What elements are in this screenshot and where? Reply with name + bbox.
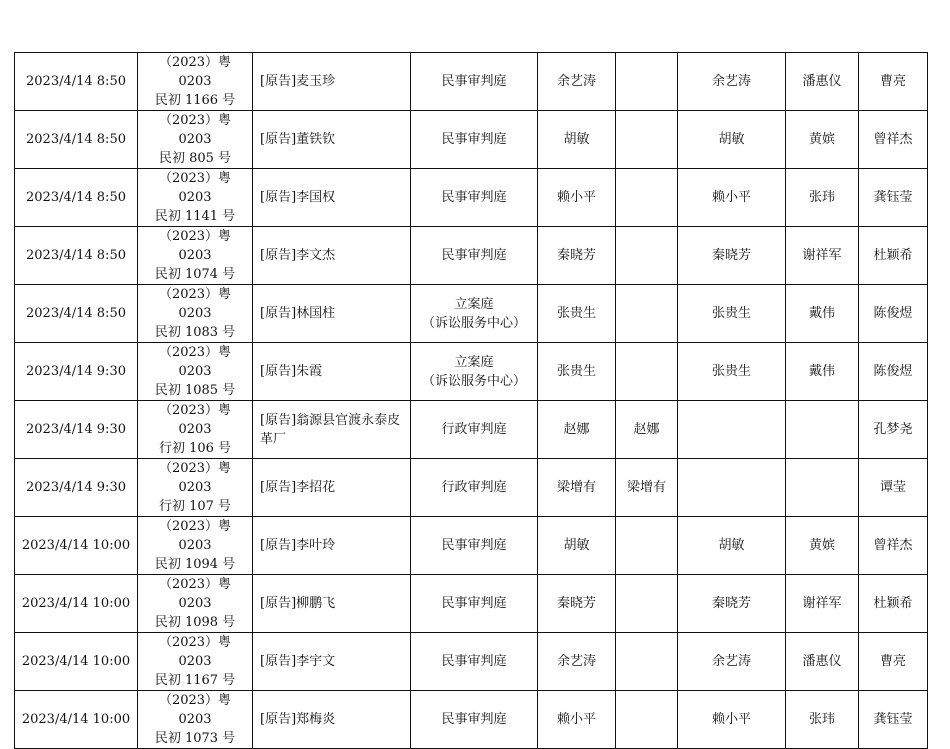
table-row (15, 227, 928, 285)
col9-text: 龚钰莹 (873, 190, 913, 205)
judge-column-8 (786, 285, 859, 343)
judge-column-7 (678, 285, 786, 343)
judge-text: 梁增有 (556, 480, 596, 495)
time-text: 2023/4/14 8:50 (26, 132, 126, 147)
judge-column-6 (616, 575, 678, 633)
case-line2-text: 民初 1094 号 (154, 557, 236, 572)
case-number (138, 517, 253, 575)
judge-column-7 (678, 53, 786, 111)
party (253, 111, 411, 169)
court-division (411, 343, 538, 401)
party-text: [原告]柳鹏飞 (260, 596, 336, 611)
col6-text: 赵娜 (633, 422, 660, 437)
case-line1-text: （2023）粤 0203 (158, 577, 232, 611)
party-text: [原告]董铁钦 (260, 132, 336, 147)
party-text: [原告]翁源县官渡永泰皮革厂 (260, 412, 401, 447)
col7-text: 秦晓芳 (711, 248, 751, 263)
hearing-time (15, 691, 138, 749)
col8-text: 潘惠仪 (802, 74, 842, 89)
hearing-time (15, 343, 138, 401)
party (253, 691, 411, 749)
court-division (411, 401, 538, 459)
time-text: 2023/4/14 9:30 (26, 364, 126, 379)
judge-text: 张贵生 (556, 306, 596, 321)
col9-text: 曾祥杰 (873, 132, 913, 147)
judge-column-8 (786, 575, 859, 633)
case-line2-text: 民初 1073 号 (154, 731, 236, 746)
court-line1-text: 立案庭 (454, 354, 494, 370)
party-text: [原告]李叶玲 (260, 538, 336, 553)
court-division (411, 459, 538, 517)
party-text: [原告]李文杰 (260, 248, 336, 263)
time-text: 2023/4/14 10:00 (21, 712, 131, 727)
judge-column-6 (616, 285, 678, 343)
col9-text: 曾祥杰 (873, 538, 913, 553)
case-number (138, 459, 253, 517)
judge-column-7 (678, 691, 786, 749)
case-line2-text: 民初 1085 号 (154, 383, 236, 398)
case-line1-text: （2023）粤 0203 (158, 403, 232, 437)
party (253, 401, 411, 459)
time-text: 2023/4/14 10:00 (21, 538, 131, 553)
court-line1-text: 行政审判庭 (441, 422, 507, 437)
judge-column-8 (786, 111, 859, 169)
case-line1-text: （2023）粤 0203 (158, 113, 232, 147)
hearing-time (15, 227, 138, 285)
court-line1-text: 民事审判庭 (441, 190, 507, 205)
col8-text: 张玮 (808, 190, 835, 205)
col6-text: 梁增有 (626, 480, 666, 495)
court-line1-text: 民事审判庭 (441, 132, 507, 147)
clerk (859, 53, 928, 111)
court-line1-text: 立案庭 (454, 296, 494, 312)
col8-text: 张玮 (808, 712, 835, 727)
court-line1-text: 民事审判庭 (441, 654, 507, 669)
time-text: 2023/4/14 10:00 (21, 596, 131, 611)
case-line1-text: （2023）粤 0203 (158, 461, 232, 495)
judge-text: 赖小平 (556, 190, 596, 205)
case-line1-text: （2023）粤 0203 (158, 635, 232, 669)
court-line1-text: 民事审判庭 (441, 596, 507, 611)
presiding-judge (538, 169, 616, 227)
judge-column-8 (786, 169, 859, 227)
court-division (411, 227, 538, 285)
clerk (859, 343, 928, 401)
party (253, 575, 411, 633)
case-line1-text: （2023）粤 0203 (158, 345, 232, 379)
judge-text: 余艺涛 (556, 74, 596, 89)
judge-column-7 (678, 575, 786, 633)
court-line1-text: 民事审判庭 (441, 74, 507, 89)
time-text: 2023/4/14 9:30 (26, 480, 126, 495)
court-division (411, 111, 538, 169)
judge-column-6 (616, 343, 678, 401)
col7-text: 胡敏 (718, 538, 745, 553)
party (253, 633, 411, 691)
col7-text: 张贵生 (711, 364, 751, 379)
col8-text: 戴伟 (808, 364, 835, 379)
party (253, 517, 411, 575)
table-row (15, 401, 928, 459)
col7-text: 秦晓芳 (711, 596, 751, 611)
party (253, 169, 411, 227)
case-number (138, 401, 253, 459)
court-division (411, 53, 538, 111)
judge-column-6 (616, 227, 678, 285)
hearing-time (15, 401, 138, 459)
col7-text: 余艺涛 (711, 74, 751, 89)
col8-text: 潘惠仪 (802, 654, 842, 669)
presiding-judge (538, 575, 616, 633)
case-number (138, 169, 253, 227)
clerk (859, 169, 928, 227)
col7-text: 赖小平 (711, 712, 751, 727)
time-text: 2023/4/14 8:50 (26, 74, 126, 89)
table-row (15, 285, 928, 343)
court-line2-text: （诉讼服务中心） (421, 373, 526, 389)
case-line2-text: 民初 1083 号 (154, 325, 236, 340)
presiding-judge (538, 459, 616, 517)
judge-text: 秦晓芳 (556, 596, 596, 611)
case-number (138, 343, 253, 401)
court-line1-text: 民事审判庭 (441, 538, 507, 553)
judge-text: 赵娜 (563, 422, 590, 437)
judge-column-8 (786, 459, 859, 517)
table-row (15, 111, 928, 169)
court-line1-text: 行政审判庭 (441, 480, 507, 495)
col7-text: 赖小平 (711, 190, 751, 205)
col7-text: 胡敏 (718, 132, 745, 147)
case-line2-text: 民初 805 号 (158, 151, 232, 166)
col8-text: 黄嫔 (808, 132, 835, 147)
case-number (138, 575, 253, 633)
col9-text: 曹亮 (879, 74, 906, 89)
party-text: [原告]麦玉珍 (260, 74, 336, 89)
judge-column-7 (678, 401, 786, 459)
court-division (411, 691, 538, 749)
judge-column-6 (616, 111, 678, 169)
col9-text: 曹亮 (879, 654, 906, 669)
col9-text: 陈俊煜 (873, 364, 913, 379)
hearing-time (15, 517, 138, 575)
table-row (15, 575, 928, 633)
court-division (411, 517, 538, 575)
party (253, 227, 411, 285)
judge-text: 胡敏 (563, 538, 590, 553)
case-number (138, 691, 253, 749)
clerk (859, 111, 928, 169)
table-body (15, 53, 928, 749)
presiding-judge (538, 633, 616, 691)
judge-column-8 (786, 343, 859, 401)
case-line1-text: （2023）粤 0203 (158, 693, 232, 727)
col9-text: 杜颖希 (873, 248, 913, 263)
clerk (859, 285, 928, 343)
case-line1-text: （2023）粤 0203 (158, 519, 232, 553)
judge-text: 胡敏 (563, 132, 590, 147)
case-line2-text: 民初 1167 号 (154, 673, 236, 688)
court-division (411, 633, 538, 691)
hearing-time (15, 575, 138, 633)
col8-text: 戴伟 (808, 306, 835, 321)
judge-column-7 (678, 227, 786, 285)
judge-column-6 (616, 459, 678, 517)
case-line2-text: 民初 1074 号 (154, 267, 236, 282)
judge-column-8 (786, 227, 859, 285)
judge-column-7 (678, 111, 786, 169)
judge-column-6 (616, 691, 678, 749)
party (253, 285, 411, 343)
case-number (138, 285, 253, 343)
col9-text: 谭莹 (879, 480, 906, 495)
party-text: [原告]林国柱 (260, 306, 336, 321)
case-line2-text: 行初 106 号 (158, 441, 232, 456)
party-text: [原告]李国权 (260, 190, 336, 205)
case-line2-text: 行初 107 号 (158, 499, 232, 514)
time-text: 2023/4/14 8:50 (26, 306, 126, 321)
court-line2-text: （诉讼服务中心） (421, 315, 526, 331)
case-number (138, 111, 253, 169)
time-text: 2023/4/14 9:30 (26, 422, 126, 437)
judge-column-7 (678, 169, 786, 227)
clerk (859, 227, 928, 285)
judge-column-6 (616, 53, 678, 111)
judge-column-6 (616, 169, 678, 227)
court-division (411, 285, 538, 343)
table-row (15, 53, 928, 111)
judge-text: 赖小平 (556, 712, 596, 727)
presiding-judge (538, 53, 616, 111)
judge-column-6 (616, 633, 678, 691)
case-line1-text: （2023）粤 0203 (158, 229, 232, 263)
party (253, 459, 411, 517)
judge-text: 余艺涛 (556, 654, 596, 669)
hearing-time (15, 111, 138, 169)
party-text: [原告]李宇文 (260, 654, 336, 669)
time-text: 2023/4/14 8:50 (26, 190, 126, 205)
time-text: 2023/4/14 10:00 (21, 654, 131, 669)
col9-text: 杜颖希 (873, 596, 913, 611)
col8-text: 谢祥军 (802, 596, 842, 611)
time-text: 2023/4/14 8:50 (26, 248, 126, 263)
presiding-judge (538, 227, 616, 285)
judge-column-8 (786, 691, 859, 749)
party (253, 343, 411, 401)
hearing-time (15, 169, 138, 227)
court-line1-text: 民事审判庭 (441, 248, 507, 263)
case-line2-text: 民初 1166 号 (154, 93, 236, 108)
court-line1-text: 民事审判庭 (441, 712, 507, 727)
judge-column-8 (786, 401, 859, 459)
hearing-time (15, 633, 138, 691)
col9-text: 陈俊煜 (873, 306, 913, 321)
col9-text: 龚钰莹 (873, 712, 913, 727)
col7-text: 张贵生 (711, 306, 751, 321)
judge-column-6 (616, 517, 678, 575)
court-division (411, 169, 538, 227)
presiding-judge (538, 401, 616, 459)
judge-column-8 (786, 633, 859, 691)
party (253, 53, 411, 111)
case-number (138, 227, 253, 285)
party-text: [原告]朱霞 (260, 364, 323, 379)
clerk (859, 459, 928, 517)
col9-text: 孔梦尧 (873, 422, 913, 437)
party-text: [原告]李招花 (260, 480, 336, 495)
judge-column-8 (786, 53, 859, 111)
table-row (15, 691, 928, 749)
judge-column-7 (678, 343, 786, 401)
clerk (859, 633, 928, 691)
judge-column-6 (616, 401, 678, 459)
clerk (859, 401, 928, 459)
presiding-judge (538, 517, 616, 575)
table-row (15, 343, 928, 401)
col8-text: 谢祥军 (802, 248, 842, 263)
hearing-time (15, 459, 138, 517)
presiding-judge (538, 111, 616, 169)
case-number (138, 53, 253, 111)
judge-column-7 (678, 517, 786, 575)
hearing-time (15, 285, 138, 343)
case-line2-text: 民初 1141 号 (154, 209, 236, 224)
judge-column-7 (678, 459, 786, 517)
case-line1-text: （2023）粤 0203 (158, 55, 232, 89)
case-line1-text: （2023）粤 0203 (158, 287, 232, 321)
clerk (859, 691, 928, 749)
party-text: [原告]郑梅炎 (260, 712, 336, 727)
judge-column-7 (678, 633, 786, 691)
judge-column-8 (786, 517, 859, 575)
presiding-judge (538, 691, 616, 749)
case-number (138, 633, 253, 691)
hearing-schedule-table (14, 52, 928, 749)
table-row (15, 169, 928, 227)
clerk (859, 575, 928, 633)
hearing-time (15, 53, 138, 111)
presiding-judge (538, 285, 616, 343)
case-line1-text: （2023）粤 0203 (158, 171, 232, 205)
judge-text: 张贵生 (556, 364, 596, 379)
judge-text: 秦晓芳 (556, 248, 596, 263)
table-row (15, 517, 928, 575)
case-line2-text: 民初 1098 号 (154, 615, 236, 630)
table-row (15, 459, 928, 517)
col8-text: 黄嫔 (808, 538, 835, 553)
table-row (15, 633, 928, 691)
clerk (859, 517, 928, 575)
court-division (411, 575, 538, 633)
presiding-judge (538, 343, 616, 401)
col7-text: 余艺涛 (711, 654, 751, 669)
